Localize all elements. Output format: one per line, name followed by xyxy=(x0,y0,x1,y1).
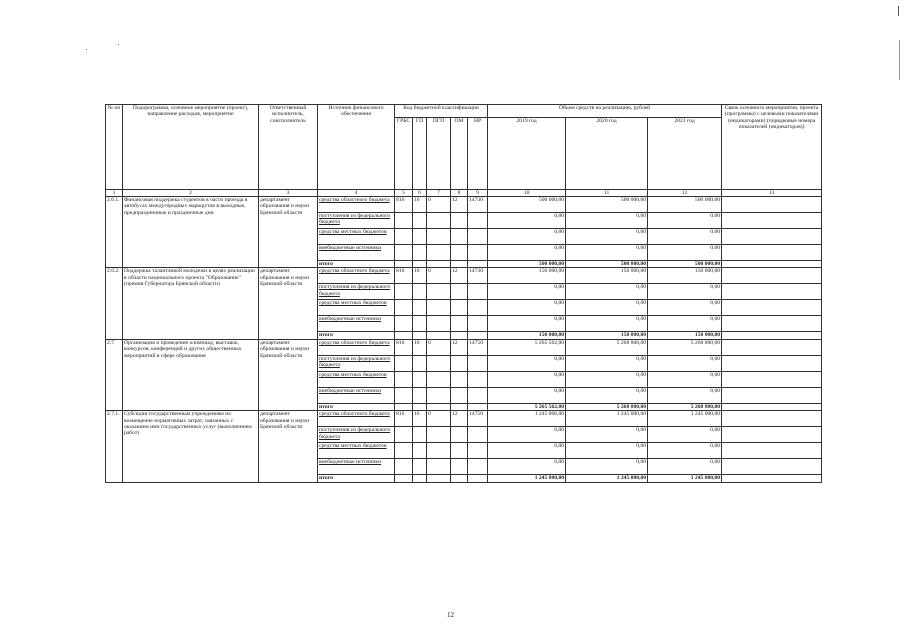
budget-code-cell xyxy=(395,300,413,316)
amount-cell: 0,00 xyxy=(488,213,566,229)
funding-source: средства областного бюджета xyxy=(318,411,395,427)
funding-source: средства местных бюджетов xyxy=(318,229,395,245)
budget-code-cell xyxy=(413,371,427,387)
budget-code-cell xyxy=(451,459,468,475)
indicator-link-cell xyxy=(722,197,822,213)
budget-code-cell xyxy=(413,475,427,482)
amount-cell: 5 268 800,00 xyxy=(648,403,722,410)
amount-cell: 500 000,00 xyxy=(648,261,722,268)
header-code-nr: НР xyxy=(468,118,488,190)
budget-code-cell xyxy=(413,332,427,339)
budget-code-cell xyxy=(427,261,451,268)
funding-source: поступления из федерального бюджета xyxy=(318,213,395,229)
responsible-executor: департамент образования и науки Брянской области xyxy=(259,197,318,268)
indicator-link-cell xyxy=(722,339,822,355)
budget-code-cell xyxy=(413,229,427,245)
budget-code-cell: 14730 xyxy=(468,197,488,213)
budget-code-cell: 16 xyxy=(413,197,427,213)
column-number: 12 xyxy=(648,190,722,197)
budget-code-cell xyxy=(413,316,427,332)
indicator-link-cell xyxy=(722,284,822,300)
column-number: 3 xyxy=(259,190,318,197)
budget-code-cell xyxy=(451,245,468,261)
indicator-link-cell xyxy=(722,355,822,371)
indicator-link-cell xyxy=(722,427,822,443)
header-name: Подпрограмма, основное мероприятие (проект), направление расходов, мероприятие xyxy=(123,105,259,190)
budget-code-cell xyxy=(427,387,451,403)
budget-code-cell xyxy=(427,284,451,300)
amount-cell: 1 245 000,00 xyxy=(648,411,722,427)
amount-cell: 500 000,00 xyxy=(488,197,566,213)
budget-code-cell xyxy=(395,459,413,475)
budget-code-cell xyxy=(395,371,413,387)
budget-code-cell xyxy=(451,371,468,387)
budget-code-cell xyxy=(413,427,427,443)
budget-code-cell: 0 xyxy=(427,411,451,427)
amount-cell: 5 268 800,00 xyxy=(648,339,722,355)
budget-code-cell xyxy=(413,459,427,475)
amount-cell: 0,00 xyxy=(488,443,566,459)
budget-code-cell xyxy=(395,213,413,229)
budget-code-cell xyxy=(427,332,451,339)
budget-code-cell xyxy=(395,245,413,261)
indicator-link-cell xyxy=(722,300,822,316)
budget-code-cell xyxy=(413,284,427,300)
amount-cell: 0,00 xyxy=(648,316,722,332)
row-number: 2.6.2. xyxy=(106,268,123,339)
amount-cell: 0,00 xyxy=(648,387,722,403)
amount-cell: 150 000,00 xyxy=(566,268,648,284)
funding-source: внебюджетные источники xyxy=(318,459,395,475)
budget-code-cell: 16 xyxy=(413,411,427,427)
header-responsible: Ответственный исполнитель, соисполнитель xyxy=(259,105,318,190)
amount-cell: 0,00 xyxy=(488,387,566,403)
budget-code-cell xyxy=(395,229,413,245)
column-number: 13 xyxy=(722,190,822,197)
budget-code-cell: 16 xyxy=(413,339,427,355)
budget-code-cell xyxy=(451,261,468,268)
budget-code-cell: 14750 xyxy=(468,339,488,355)
budget-code-cell xyxy=(468,229,488,245)
budget-code-cell xyxy=(468,316,488,332)
indicator-link-cell xyxy=(722,459,822,475)
indicator-link-cell xyxy=(722,411,822,427)
budget-code-cell xyxy=(468,459,488,475)
amount-cell: 5 265 562,00 xyxy=(488,339,566,355)
budget-code-cell xyxy=(413,355,427,371)
header-year-2019: 2019 год xyxy=(488,118,566,190)
indicator-link-cell xyxy=(722,316,822,332)
budget-code-cell xyxy=(395,316,413,332)
amount-cell: 5 268 800,00 xyxy=(566,403,648,410)
budget-code-cell xyxy=(427,371,451,387)
amount-cell: 0,00 xyxy=(566,213,648,229)
responsible-executor: департамент образования и науки Брянской области xyxy=(259,411,318,482)
amount-cell: 0,00 xyxy=(648,443,722,459)
column-number: 11 xyxy=(566,190,648,197)
amount-cell: 0,00 xyxy=(488,371,566,387)
column-number: 2 xyxy=(123,190,259,197)
budget-code-cell xyxy=(427,427,451,443)
budget-code-cell xyxy=(427,355,451,371)
budget-code-cell xyxy=(413,261,427,268)
amount-cell: 0,00 xyxy=(648,427,722,443)
budget-code-cell xyxy=(413,245,427,261)
budget-code-cell xyxy=(395,387,413,403)
amount-cell: 150 000,00 xyxy=(648,268,722,284)
amount-cell: 0,00 xyxy=(648,229,722,245)
budget-code-cell xyxy=(451,355,468,371)
budget-code-cell: 14750 xyxy=(468,411,488,427)
column-number: 1 xyxy=(106,190,123,197)
budget-code-cell: 12 xyxy=(451,268,468,284)
indicator-link-cell xyxy=(722,403,822,410)
budget-code-cell xyxy=(468,387,488,403)
measure-name: Субсидии государственным учреждениям на возмещение нормативных затрат, связанных с оказанием ими государственных услуг (выполнением работ) xyxy=(123,411,259,482)
table-row xyxy=(106,268,822,284)
funding-source: поступления из федерального бюджета xyxy=(318,427,395,443)
amount-cell: 0,00 xyxy=(566,443,648,459)
amount-cell: 5 268 800,00 xyxy=(566,339,648,355)
funding-source: поступления из федерального бюджета xyxy=(318,284,395,300)
amount-cell: 0,00 xyxy=(566,245,648,261)
page-number: 12 xyxy=(447,611,454,619)
amount-cell: 500 000,00 xyxy=(648,197,722,213)
budget-code-cell xyxy=(468,475,488,482)
budget-code-cell xyxy=(451,332,468,339)
column-number: 8 xyxy=(451,190,468,197)
amount-cell: 1 245 000,00 xyxy=(488,475,566,482)
amount-cell: 0,00 xyxy=(566,284,648,300)
budget-code-cell: 16 xyxy=(413,268,427,284)
budget-code-cell xyxy=(468,261,488,268)
scan-speck xyxy=(118,44,119,45)
budget-code-cell xyxy=(427,475,451,482)
budget-code-cell xyxy=(395,355,413,371)
table-row xyxy=(106,411,822,427)
budget-code-cell: 0 xyxy=(427,268,451,284)
budget-code-cell xyxy=(468,427,488,443)
budget-table-body xyxy=(106,190,822,483)
budget-code-cell xyxy=(427,316,451,332)
column-number: 10 xyxy=(488,190,566,197)
column-number: 7 xyxy=(427,190,451,197)
funding-source: средства местных бюджетов xyxy=(318,300,395,316)
budget-code-cell xyxy=(468,443,488,459)
funding-source: внебюджетные источники xyxy=(318,245,395,261)
budget-code-cell xyxy=(451,229,468,245)
budget-code-cell xyxy=(427,245,451,261)
indicator-link-cell xyxy=(722,268,822,284)
budget-table xyxy=(105,104,822,483)
column-numbers-row xyxy=(106,190,822,197)
row-number: 2.6.1. xyxy=(106,197,123,268)
budget-table-container xyxy=(105,104,822,483)
amount-cell: 0,00 xyxy=(566,355,648,371)
measure-name: Организация и проведение олимпиад, выставок, конкурсов, конференций и других общественных мероприятий в сфере образования xyxy=(123,339,259,410)
amount-cell: 1 245 000,00 xyxy=(566,475,648,482)
amount-cell: 0,00 xyxy=(488,245,566,261)
budget-code-cell xyxy=(395,403,413,410)
amount-cell: 0,00 xyxy=(488,300,566,316)
amount-cell: 500 000,00 xyxy=(566,197,648,213)
budget-code-cell xyxy=(413,443,427,459)
budget-code-cell xyxy=(427,229,451,245)
funding-source: средства областного бюджета xyxy=(318,197,395,213)
funding-source: средства областного бюджета xyxy=(318,268,395,284)
amount-cell: 0,00 xyxy=(488,229,566,245)
header-code-pgp: ПГП xyxy=(427,118,451,190)
funding-source: итого xyxy=(318,332,395,339)
amount-cell: 5 265 562,00 xyxy=(488,403,566,410)
budget-code-cell xyxy=(451,300,468,316)
amount-cell: 1 245 000,00 xyxy=(488,411,566,427)
amount-cell: 500 000,00 xyxy=(566,261,648,268)
budget-code-cell: 14730 xyxy=(468,268,488,284)
budget-code-cell xyxy=(468,332,488,339)
table-row xyxy=(106,197,822,213)
budget-code-cell: 12 xyxy=(451,339,468,355)
amount-cell: 0,00 xyxy=(648,284,722,300)
budget-code-cell xyxy=(468,355,488,371)
budget-code-cell xyxy=(427,403,451,410)
amount-cell: 0,00 xyxy=(566,371,648,387)
budget-code-cell xyxy=(468,245,488,261)
responsible-executor: департамент образования и науки Брянской области xyxy=(259,268,318,339)
indicator-link-cell xyxy=(722,245,822,261)
funding-source: итого xyxy=(318,403,395,410)
amount-cell: 150 000,00 xyxy=(648,332,722,339)
budget-code-cell xyxy=(427,459,451,475)
indicator-link-cell xyxy=(722,213,822,229)
budget-code-cell xyxy=(413,213,427,229)
column-number: 6 xyxy=(413,190,427,197)
responsible-executor: департамент образования и науки Брянской области xyxy=(259,339,318,410)
budget-code-cell xyxy=(395,475,413,482)
budget-code-cell xyxy=(427,300,451,316)
row-number: 2.7.1. xyxy=(106,411,123,482)
header-source: Источник финансового обеспечения xyxy=(318,105,395,190)
scan-edge-mark xyxy=(898,6,899,16)
indicator-link-cell xyxy=(722,229,822,245)
header-code-om: ОМ xyxy=(451,118,468,190)
amount-cell: 500 000,00 xyxy=(488,261,566,268)
header-year-2020: 2020 год xyxy=(566,118,648,190)
header-code-grbs: ГРБС xyxy=(395,118,413,190)
header-link: Связь основного мероприятия, проекта (программы) с целевыми показателями (индикаторами) (порядковые номера показателей (индикаторов)) xyxy=(722,105,822,190)
budget-code-cell xyxy=(468,284,488,300)
indicator-link-cell xyxy=(722,475,822,482)
amount-cell: 0,00 xyxy=(566,300,648,316)
amount-cell: 0,00 xyxy=(648,300,722,316)
indicator-link-cell xyxy=(722,261,822,268)
budget-code-cell: 816 xyxy=(395,411,413,427)
budget-code-cell xyxy=(468,371,488,387)
measure-name: Поддержка талантливой молодежи в целях реализации в области национального проекта "Образование" (премия Губернатора Брянской области) xyxy=(123,268,259,339)
budget-code-cell: 0 xyxy=(427,339,451,355)
header-budget-code: Код бюджетной классификации xyxy=(395,105,488,118)
amount-cell: 0,00 xyxy=(488,316,566,332)
funding-source: поступления из федерального бюджета xyxy=(318,355,395,371)
amount-cell: 0,00 xyxy=(488,427,566,443)
budget-code-cell xyxy=(451,387,468,403)
funding-source: итого xyxy=(318,261,395,268)
indicator-link-cell xyxy=(722,332,822,339)
indicator-link-cell xyxy=(722,443,822,459)
budget-code-cell xyxy=(395,443,413,459)
amount-cell: 0,00 xyxy=(566,387,648,403)
budget-code-cell xyxy=(451,427,468,443)
budget-code-cell xyxy=(468,403,488,410)
budget-code-cell xyxy=(451,284,468,300)
indicator-link-cell xyxy=(722,387,822,403)
funding-source: средства местных бюджетов xyxy=(318,371,395,387)
amount-cell: 0,00 xyxy=(648,459,722,475)
column-number: 9 xyxy=(468,190,488,197)
budget-code-cell xyxy=(413,300,427,316)
budget-code-cell xyxy=(451,213,468,229)
amount-cell: 150 000,00 xyxy=(488,332,566,339)
budget-code-cell: 12 xyxy=(451,411,468,427)
budget-code-cell xyxy=(451,403,468,410)
row-number: 2.7 xyxy=(106,339,123,410)
amount-cell: 1 245 000,00 xyxy=(566,411,648,427)
indicator-link-cell xyxy=(722,371,822,387)
amount-cell: 150 000,00 xyxy=(488,268,566,284)
amount-cell: 0,00 xyxy=(648,371,722,387)
amount-cell: 0,00 xyxy=(566,459,648,475)
column-number: 4 xyxy=(318,190,395,197)
budget-code-cell xyxy=(427,443,451,459)
amount-cell: 0,00 xyxy=(566,427,648,443)
scan-edge-mark xyxy=(899,40,900,80)
column-number: 5 xyxy=(395,190,413,197)
measure-name: Финансовая поддержка студентов в части проезда в автобусах междугородных маршрутов в выходные, предпраздничные и праздничные дни xyxy=(123,197,259,268)
header-year-2021: 2021 год xyxy=(648,118,722,190)
budget-code-cell xyxy=(451,443,468,459)
header-no: № пп xyxy=(106,105,123,190)
amount-cell: 0,00 xyxy=(648,355,722,371)
budget-code-cell xyxy=(451,475,468,482)
amount-cell: 0,00 xyxy=(648,245,722,261)
table-row xyxy=(106,339,822,355)
budget-code-cell xyxy=(413,403,427,410)
funding-source: итого xyxy=(318,475,395,482)
budget-code-cell xyxy=(395,427,413,443)
funding-source: средства областного бюджета xyxy=(318,339,395,355)
budget-code-cell xyxy=(468,213,488,229)
budget-code-cell xyxy=(451,316,468,332)
funding-source: средства местных бюджетов xyxy=(318,443,395,459)
budget-code-cell: 0 xyxy=(427,197,451,213)
amount-cell: 0,00 xyxy=(488,459,566,475)
amount-cell: 1 245 000,00 xyxy=(648,475,722,482)
amount-cell: 0,00 xyxy=(648,213,722,229)
budget-code-cell xyxy=(427,213,451,229)
funding-source: внебюджетные источники xyxy=(318,316,395,332)
budget-code-cell xyxy=(395,332,413,339)
budget-code-cell xyxy=(468,300,488,316)
budget-code-cell xyxy=(395,284,413,300)
budget-code-cell: 816 xyxy=(395,268,413,284)
amount-cell: 0,00 xyxy=(488,284,566,300)
header-code-gp: ГП xyxy=(413,118,427,190)
budget-code-cell: 816 xyxy=(395,339,413,355)
budget-code-cell xyxy=(395,261,413,268)
amount-cell: 150 000,00 xyxy=(566,332,648,339)
budget-code-cell: 816 xyxy=(395,197,413,213)
budget-code-cell: 12 xyxy=(451,197,468,213)
budget-code-cell xyxy=(413,387,427,403)
amount-cell: 0,00 xyxy=(566,316,648,332)
header-volume: Объем средств на реализацию, рублей xyxy=(488,105,722,118)
amount-cell: 0,00 xyxy=(488,355,566,371)
amount-cell: 0,00 xyxy=(566,229,648,245)
scan-speck xyxy=(86,49,87,50)
funding-source: внебюджетные источники xyxy=(318,387,395,403)
